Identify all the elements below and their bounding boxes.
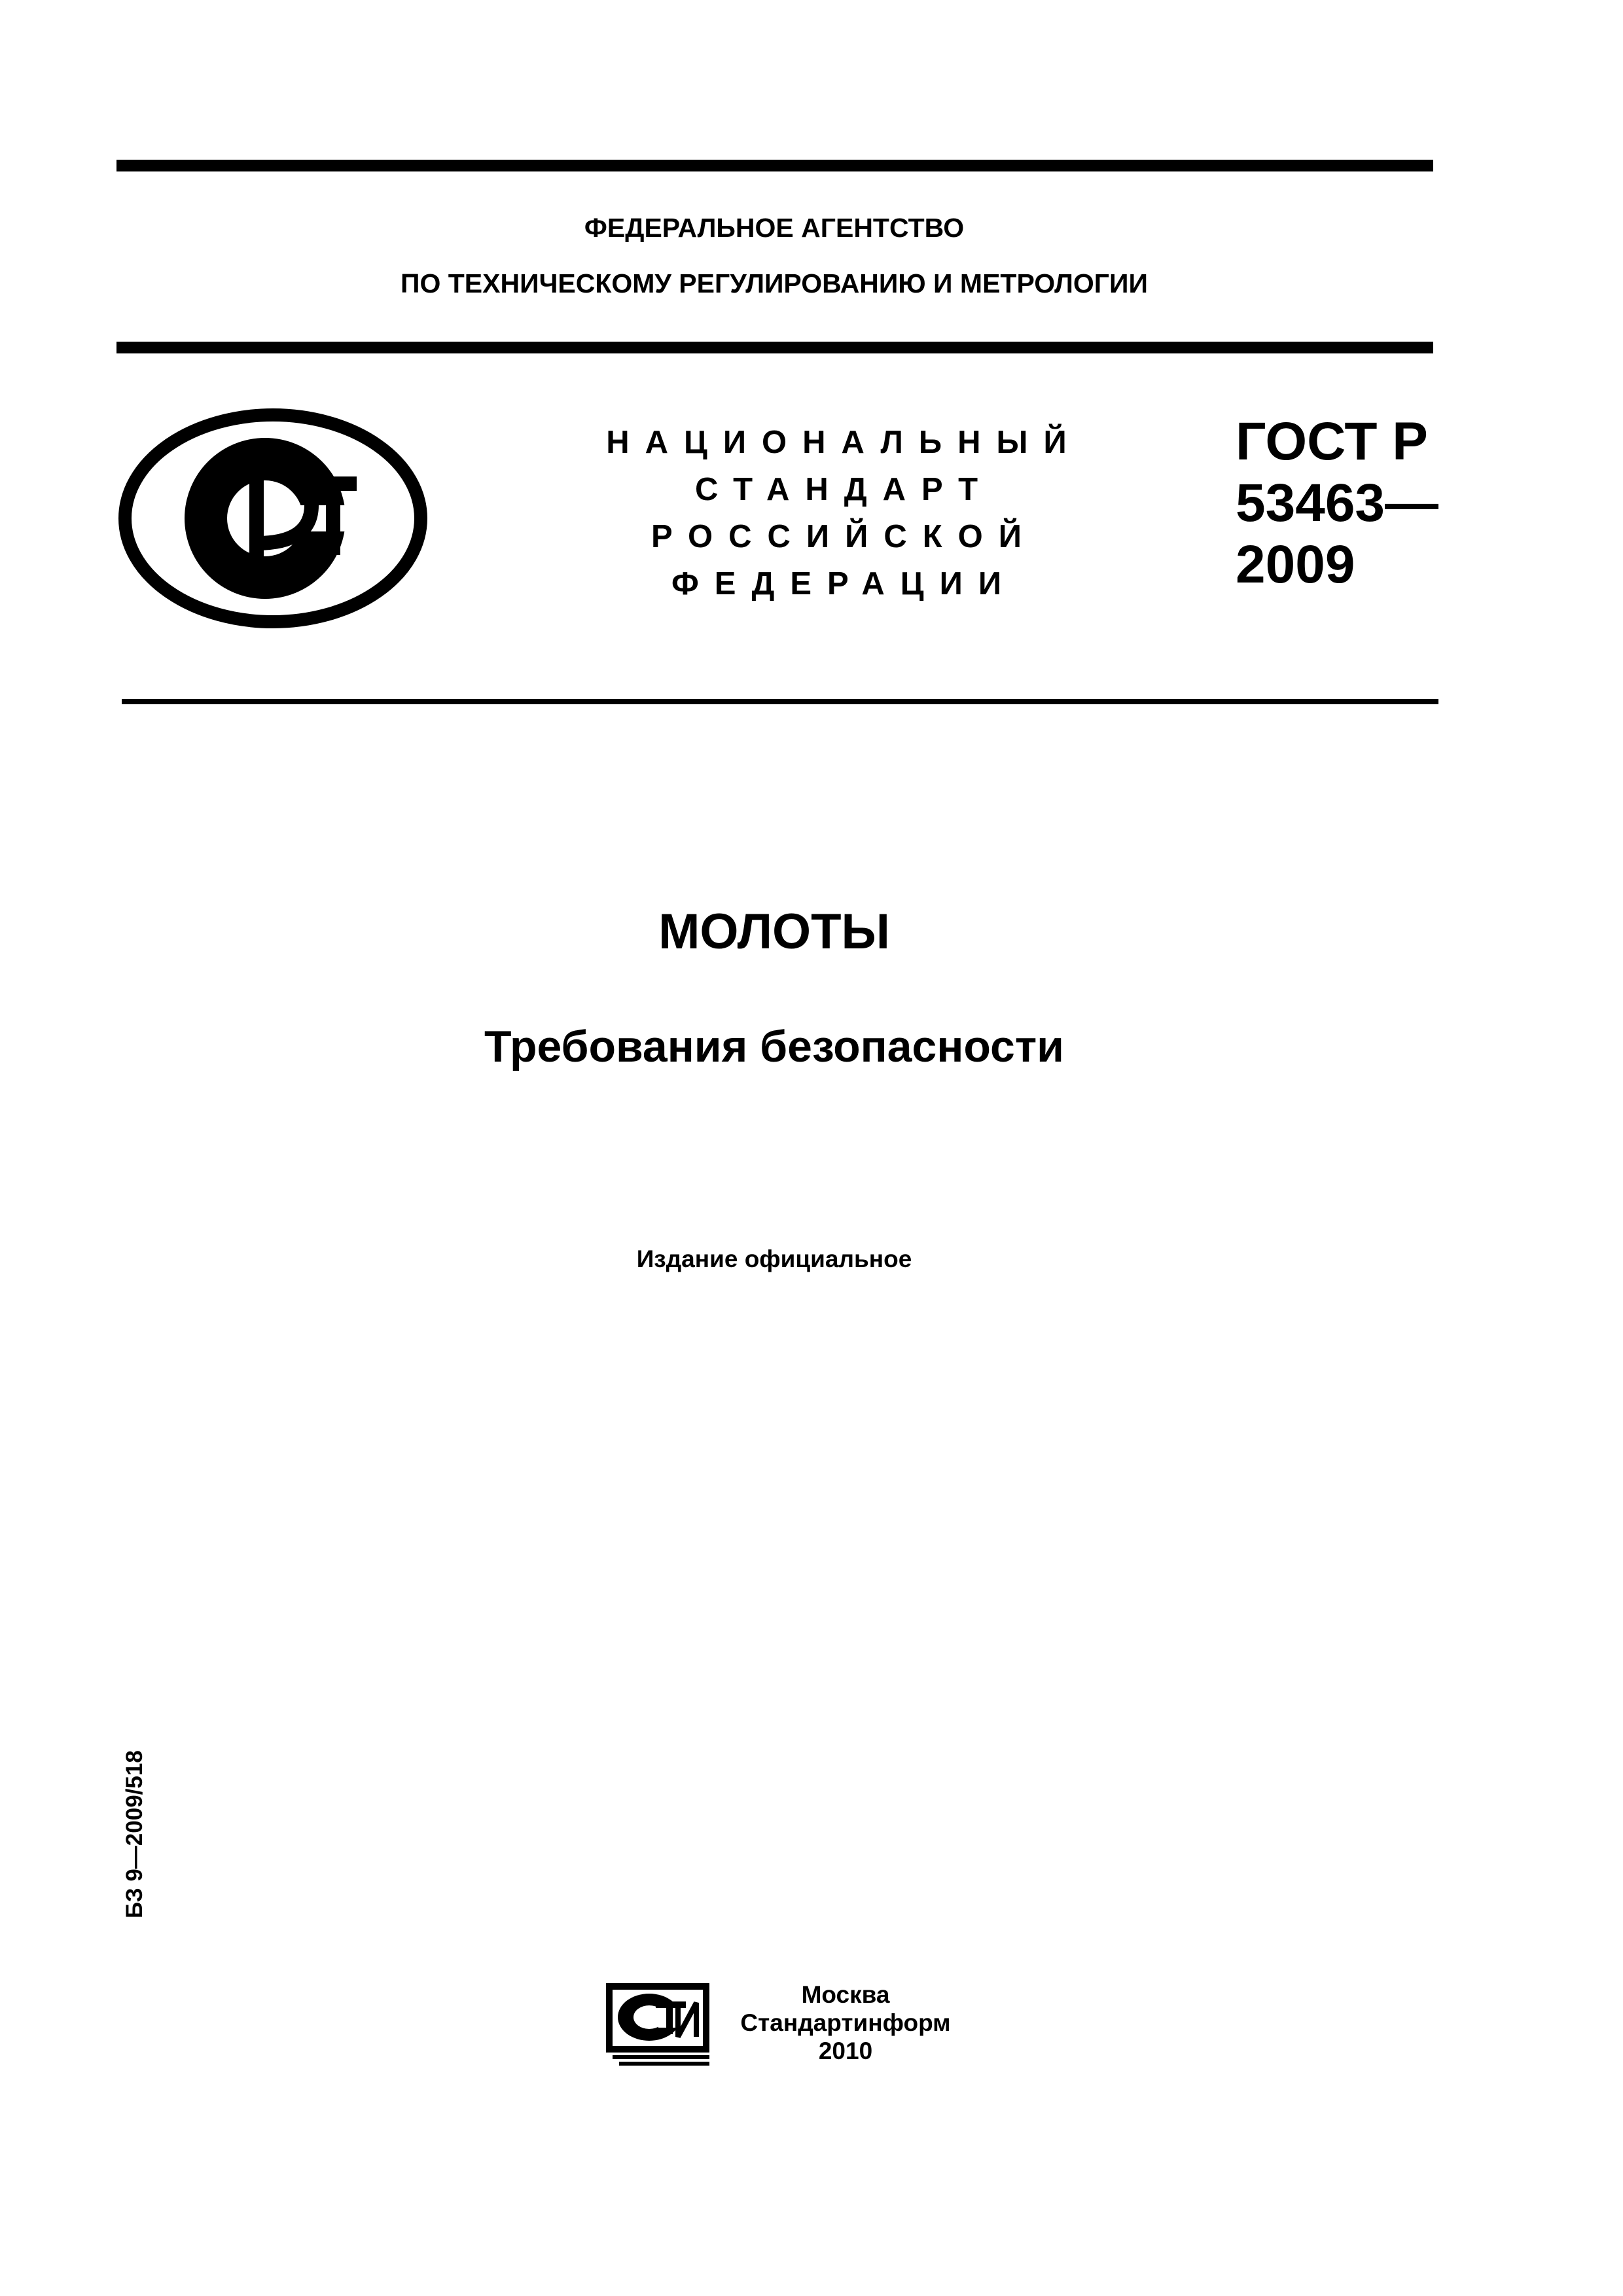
publisher-block (721, 1981, 970, 2065)
standard-type-line: ФЕДЕРАЦИИ (671, 566, 1018, 601)
bottom-rule (122, 699, 1438, 704)
standard-type-line: РОССИЙСКОЙ (651, 519, 1037, 554)
standard-type-line: СТАНДАРТ (694, 472, 994, 507)
registration-number: БЗ 9—2009/518 (122, 1750, 147, 1918)
agency-name-line-1: ФЕДЕРАЛЬНОЕ АГЕНТСТВО (584, 213, 965, 243)
middle-rule (116, 342, 1433, 353)
rst-certification-mark-icon (116, 407, 429, 630)
designation-year: 2009 (1236, 535, 1355, 594)
designation-code: ГОСТ Р (1236, 412, 1428, 471)
agency-name-line-2: ПО ТЕХНИЧЕСКОМУ РЕГУЛИРОВАНИЮ И МЕТРОЛОГИИ (401, 268, 1148, 298)
edition-note: Издание официальное (636, 1246, 912, 1272)
designation-number: 53463— (1236, 473, 1439, 533)
standard-type-block (550, 419, 1139, 607)
standard-type-line: НАЦИОНАЛЬНЫЙ (606, 425, 1082, 460)
top-rule (116, 160, 1433, 171)
standard-designation (1236, 411, 1439, 596)
publisher-city: Москва (801, 1981, 890, 2008)
document-title: МОЛОТЫ (658, 904, 890, 960)
standartinform-logo-icon (606, 1983, 709, 2066)
publisher-name: Стандартинформ (740, 2009, 951, 2036)
publisher-year: 2010 (818, 2037, 873, 2064)
document-subtitle: Требования безопасности (484, 1022, 1064, 1071)
